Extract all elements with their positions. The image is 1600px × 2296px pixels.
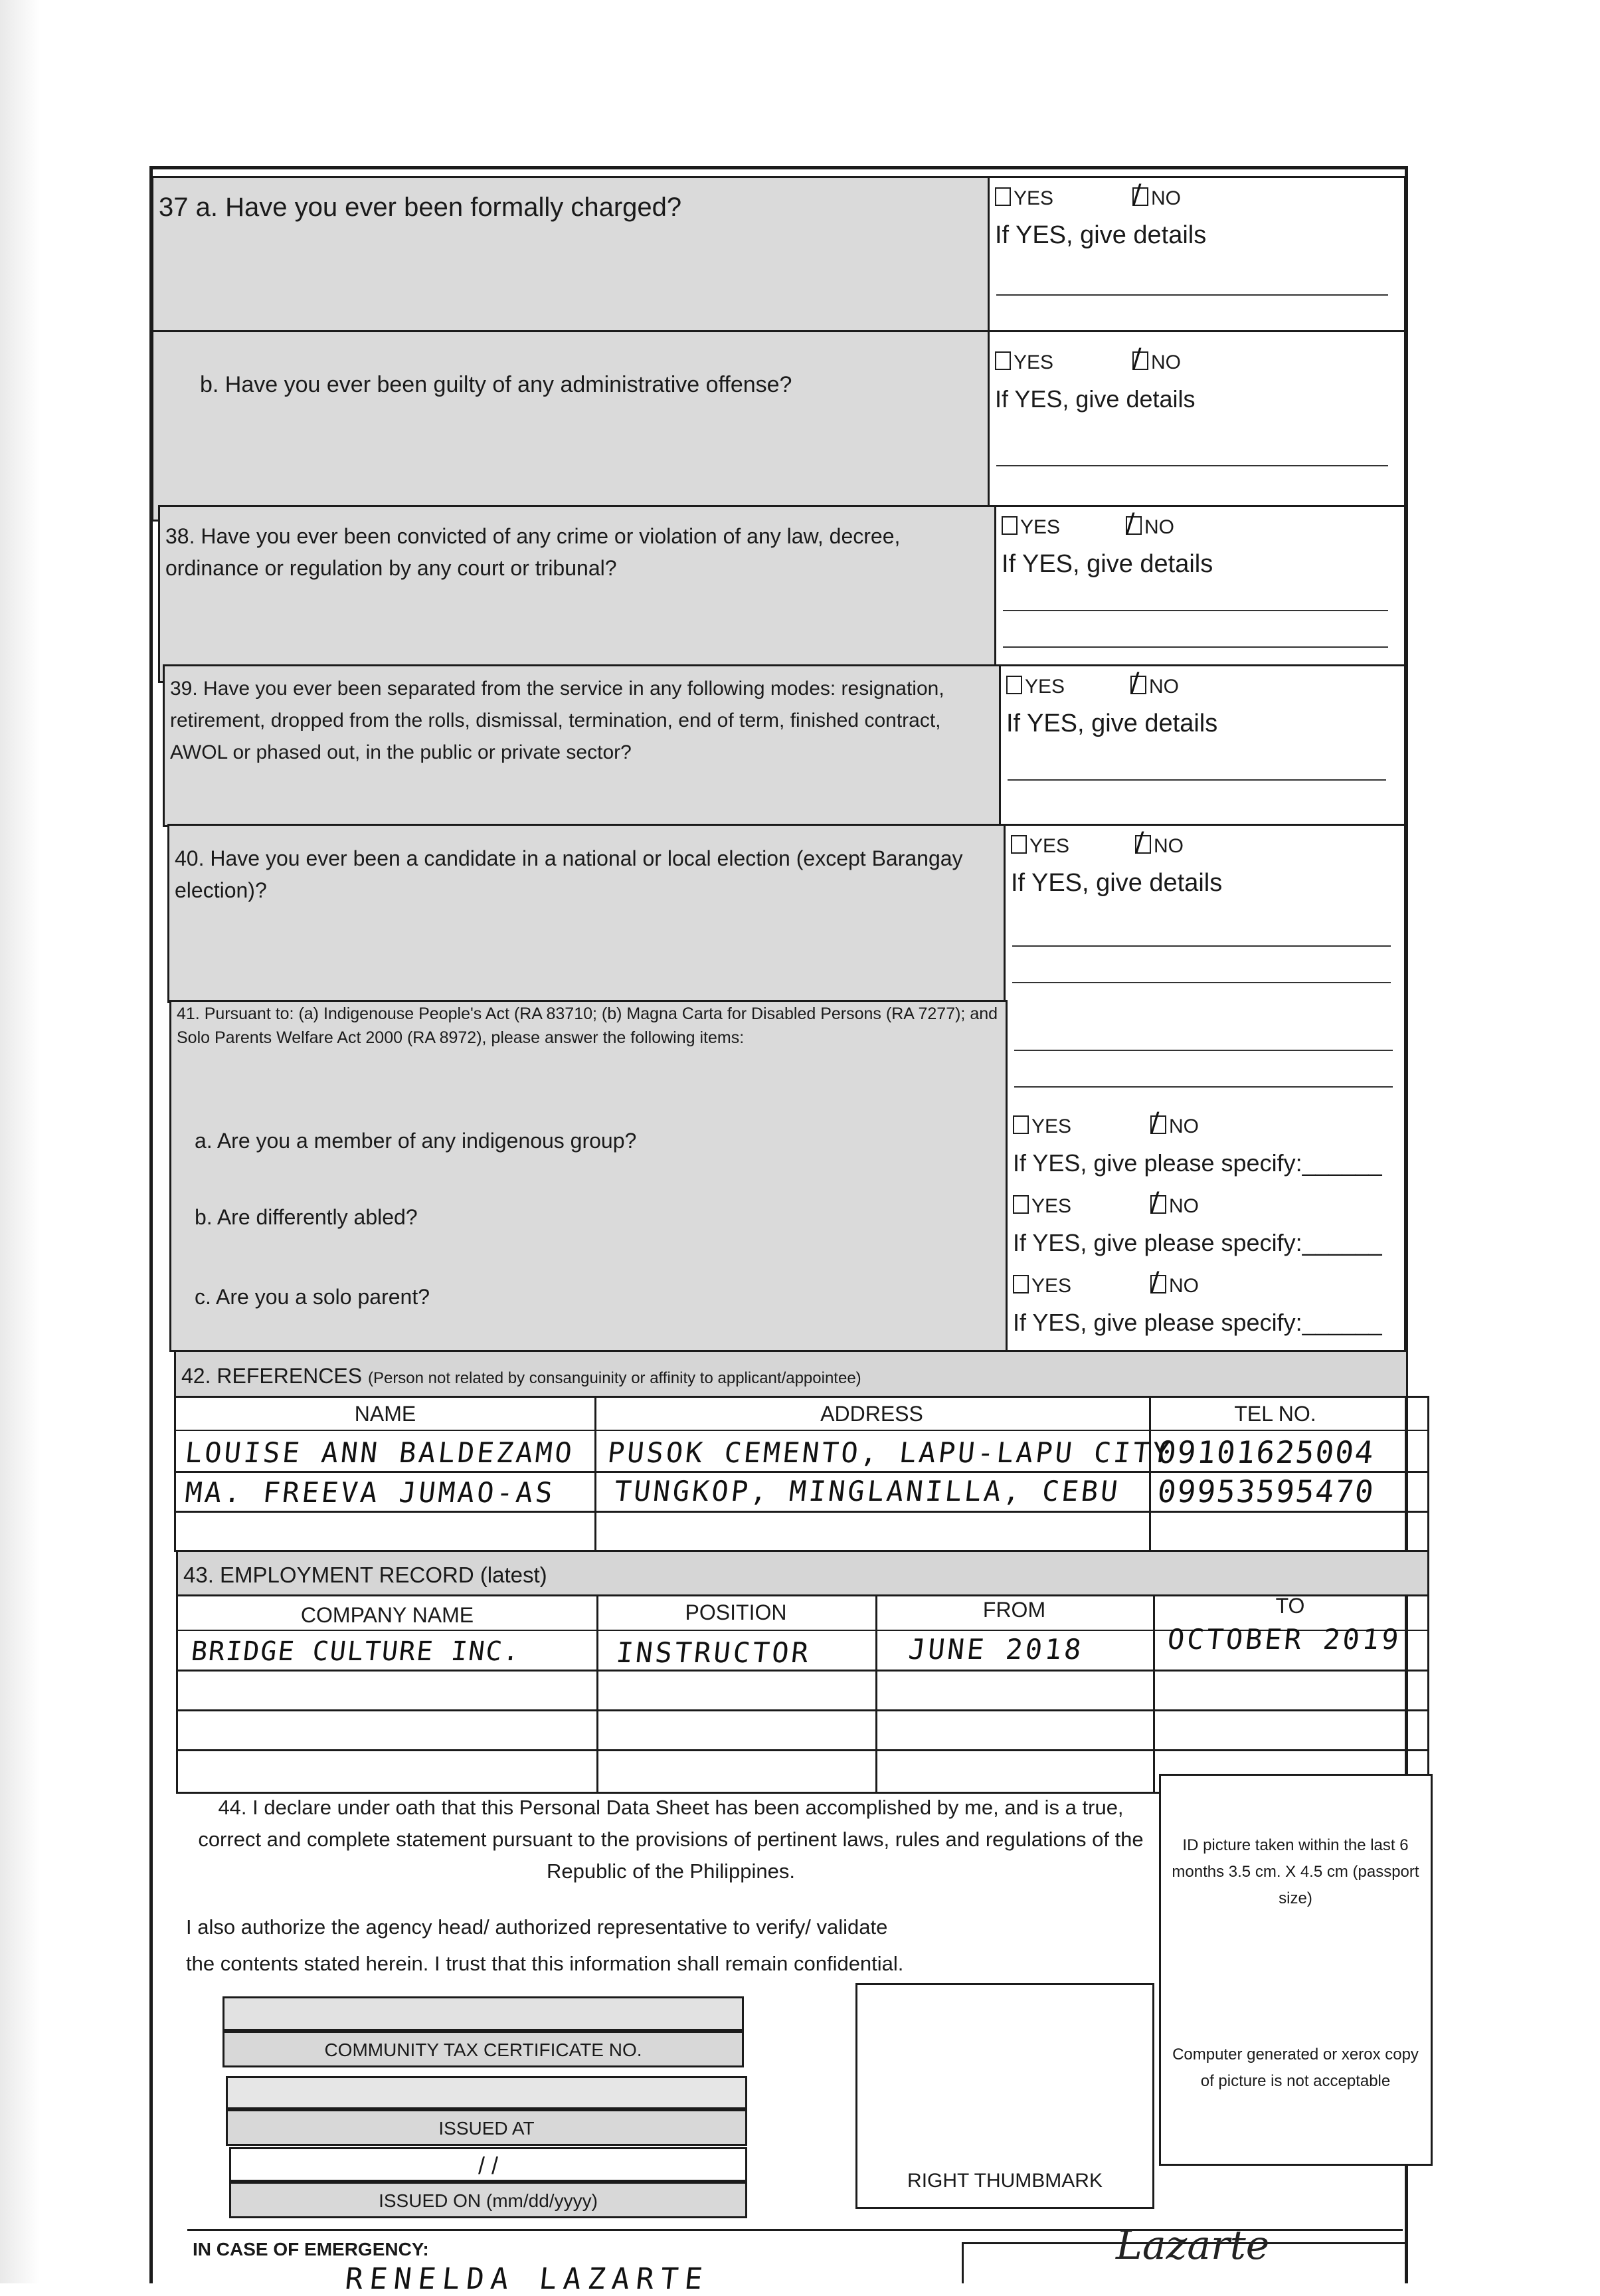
emp-row-1-to[interactable]: OCTOBER 2019 [1166,1623,1403,1656]
q39-yes-checkbox[interactable] [1006,676,1022,694]
employment-table [176,1594,1429,1794]
q40-details-label: If YES, give details [1011,869,1223,897]
ref-col-address: ADDRESS [820,1402,923,1426]
q39-no-checkbox[interactable] [1130,676,1146,694]
emp-col-divider-1 [596,1596,598,1792]
q39-cell [163,664,1001,827]
q41b-no-checkbox[interactable] [1150,1195,1166,1214]
q41c-yes-label: YES [1031,1275,1072,1297]
ctc-number-label: COMMUNITY TAX CERTIFICATE NO. [324,2040,642,2060]
ref-row-2-tel[interactable]: 09953595470 [1156,1474,1377,1509]
thumbmark-label: RIGHT THUMBMARK [907,2170,1103,2192]
q38-text: 38. Have you ever been convicted of any crime or violation of any law, decree, ordinance or regulation by any court or tribunal? [165,524,901,580]
q37a-details-label: If YES, give details [995,221,1207,249]
ref-row-1-name[interactable]: LOUISE ANN BALDEZAMO [183,1436,577,1469]
q39-yes-label: YES [1025,676,1065,698]
ref-row-line-2 [176,1511,1427,1513]
q37a-yes-checkbox[interactable] [995,187,1011,206]
q38-details-label: If YES, give details [1002,550,1213,578]
q40-yes-label: YES [1029,835,1070,857]
id-picture-note-1: ID picture taken within the last 6 months 3.5 cm. X 4.5 cm (passport size) [1172,1836,1419,1907]
emp-row-1-from[interactable]: JUNE 2018 [907,1633,1086,1666]
q39-details-label: If YES, give details [1006,710,1218,737]
q41a-no-checkbox[interactable] [1150,1115,1166,1134]
emp-row-line-2 [178,1709,1427,1711]
q38-cell [158,505,996,683]
q40-no-checkbox[interactable] [1135,835,1151,854]
ref-row-1-address[interactable]: PUSOK CEMENTO, LAPU-LAPU CITY [606,1436,1174,1469]
ctc-issued-on-label-band [229,2182,747,2218]
q41b-yes-checkbox[interactable] [1013,1195,1029,1214]
q37b-yes-checkbox[interactable] [995,351,1011,370]
q37b-answer [988,330,1406,522]
ctc-issued-at-label-band [226,2109,747,2146]
employment-title: 43. EMPLOYMENT RECORD (latest) [183,1563,547,1587]
q41c-yes-checkbox[interactable] [1013,1275,1029,1293]
thumbmark-box[interactable] [855,1983,1154,2209]
q37b-text: b. Have you ever been guilty of any administrative offense? [200,372,792,397]
ctc-issued-on-slashes: / / [478,2152,498,2179]
q41c-no-checkbox[interactable] [1150,1275,1166,1293]
q41-answer [1006,1000,1406,1352]
emp-col-from: FROM [982,1598,1046,1622]
q40-no-label: NO [1153,835,1184,857]
ref-col-name: NAME [354,1402,416,1426]
q37a-answer [988,176,1406,332]
q39-details-line[interactable] [1008,779,1386,781]
q40-yes-checkbox[interactable] [1011,835,1027,854]
q41b-no-label: NO [1168,1195,1199,1217]
references-table [174,1396,1429,1552]
declaration-paragraph-2b: the contents stated herein. I trust that this information shall remain confidential. [186,1952,904,1975]
ref-row-2-address[interactable]: TUNGKOP, MINGLANILLA, CEBU [612,1475,1122,1507]
emergency-label: IN CASE OF EMERGENCY: [193,2239,429,2259]
declaration-paragraph-1: 44. I declare under oath that this Personal Data Sheet has been accomplished by me, and is a true, correct and complete statement pursuant to the provisions of pertinent laws, rules and regulations of the Republic of the Philippines. [198,1796,1144,1883]
q37b-no-label: NO [1150,351,1181,373]
ctc-issued-on-field[interactable] [229,2147,747,2182]
q39-text: 39. Have you ever been separated from the service in any following modes: resignation, retirement, dropped from the rolls, dismissal, termination, end of term, finished contract, AWOL or phased out, in the public or private sector? [170,678,944,763]
q37b-details-label: If YES, give details [995,385,1196,413]
q41a-yes-checkbox[interactable] [1013,1115,1029,1134]
q41a-no-label: NO [1168,1115,1199,1137]
q38-details-line-2[interactable] [1003,646,1388,648]
q38-no-checkbox[interactable] [1126,516,1142,535]
ctc-number-label-band [222,2031,744,2067]
q37a-text: 37 a. Have you ever been formally charged? [159,193,682,222]
emp-col-divider-3 [1153,1596,1155,1792]
q37b-no-checkbox[interactable] [1132,351,1148,370]
emp-col-divider-2 [875,1596,877,1792]
id-picture-note-2: Computer generated or xerox copy of picture is not acceptable [1172,2046,1419,2090]
emp-row-line-3 [178,1749,1427,1751]
q37a-no-checkbox[interactable] [1132,187,1148,206]
q37a-details-line[interactable] [996,294,1388,296]
q41-cell [169,1000,1008,1352]
declaration-area [179,1792,1156,1991]
q37a-yes-label: YES [1014,187,1054,209]
employment-header [176,1550,1429,1596]
emp-row-1-company[interactable]: BRIDGE CULTURE INC. [189,1636,522,1667]
q40-details-line-1[interactable] [1012,945,1391,947]
q41a-text: a. Are you a member of any indigenous group? [195,1129,637,1153]
emp-col-company: COMPANY NAME [300,1603,474,1627]
q37b-cell [151,330,990,522]
ctc-issued-at-label: ISSUED AT [438,2118,535,2139]
signature: Lazarte [1116,2222,1270,2269]
q40-text: 40. Have you ever been a candidate in a national or local election (except Barangay election)? [175,846,963,902]
references-title: 42. REFERENCES [181,1364,363,1388]
q38-no-label: NO [1144,516,1174,538]
q38-answer [994,505,1406,683]
ctc-issued-at-field[interactable] [226,2076,747,2109]
emp-col-to: TO [1275,1594,1305,1618]
q41c-specify[interactable]: If YES, give please specify:______ [1013,1309,1382,1336]
q41c-text: c. Are you a solo parent? [195,1285,430,1309]
q41-intro-line-2 [1014,1086,1393,1088]
ref-header-line [176,1430,1427,1431]
q41c-no-label: NO [1168,1275,1199,1297]
page-edge-shadow [0,0,40,2283]
q38-yes-checkbox[interactable] [1002,516,1018,535]
declaration-paragraph-2a: I also authorize the agency head/ authorized representative to verify/ validate [186,1915,888,1939]
q40-details-line-2[interactable] [1012,982,1391,983]
q39-no-label: NO [1148,676,1179,698]
q38-details-line-1[interactable] [1003,610,1388,611]
q41-intro: 41. Pursuant to: (a) Indigenouse People's Act (RA 83710; (b) Magna Carta for Disabled Persons (RA 7277); and Solo Parents Welfare Act 2000 (RA 8972), please answer the following items: [177,1004,998,1047]
emp-row-line-1 [178,1670,1427,1672]
q40-cell [167,824,1006,1003]
q41a-specify[interactable]: If YES, give please specify:______ [1013,1149,1382,1177]
ctc-number-field[interactable] [222,1996,744,2031]
id-picture-box[interactable] [1159,1774,1433,2166]
references-header [174,1350,1408,1398]
emergency-contact-name[interactable]: RENELDA LAZARTE [343,2262,711,2296]
q41-intro-line-1 [1014,1050,1393,1051]
emp-col-position: POSITION [685,1600,787,1624]
ctc-issued-on-label: ISSUED ON (mm/dd/yyyy) [379,2190,598,2211]
ref-col-tel: TEL NO. [1234,1402,1316,1426]
q37a-no-label: NO [1150,187,1181,209]
q37a-cell [151,176,990,332]
q37b-details-line[interactable] [996,465,1388,466]
q41b-specify[interactable]: If YES, give please specify:______ [1013,1229,1382,1256]
ref-row-line-1 [176,1471,1427,1473]
q38-yes-label: YES [1020,516,1061,538]
references-note: (Person not related by consanguinity or affinity to applicant/appointee) [367,1369,861,1387]
q41a-yes-label: YES [1031,1115,1072,1137]
ref-row-2-name[interactable]: MA. FREEVA JUMAO-AS [183,1476,557,1509]
q37b-yes-label: YES [1014,351,1054,373]
q41b-text: b. Are differently abled? [195,1205,418,1229]
q40-answer [1004,824,1406,1003]
q39-answer [999,664,1406,827]
ref-row-1-tel[interactable]: 09101625004 [1156,1434,1377,1470]
emp-row-1-position[interactable]: INSTRUCTOR [614,1636,813,1669]
q41b-yes-label: YES [1031,1195,1072,1217]
